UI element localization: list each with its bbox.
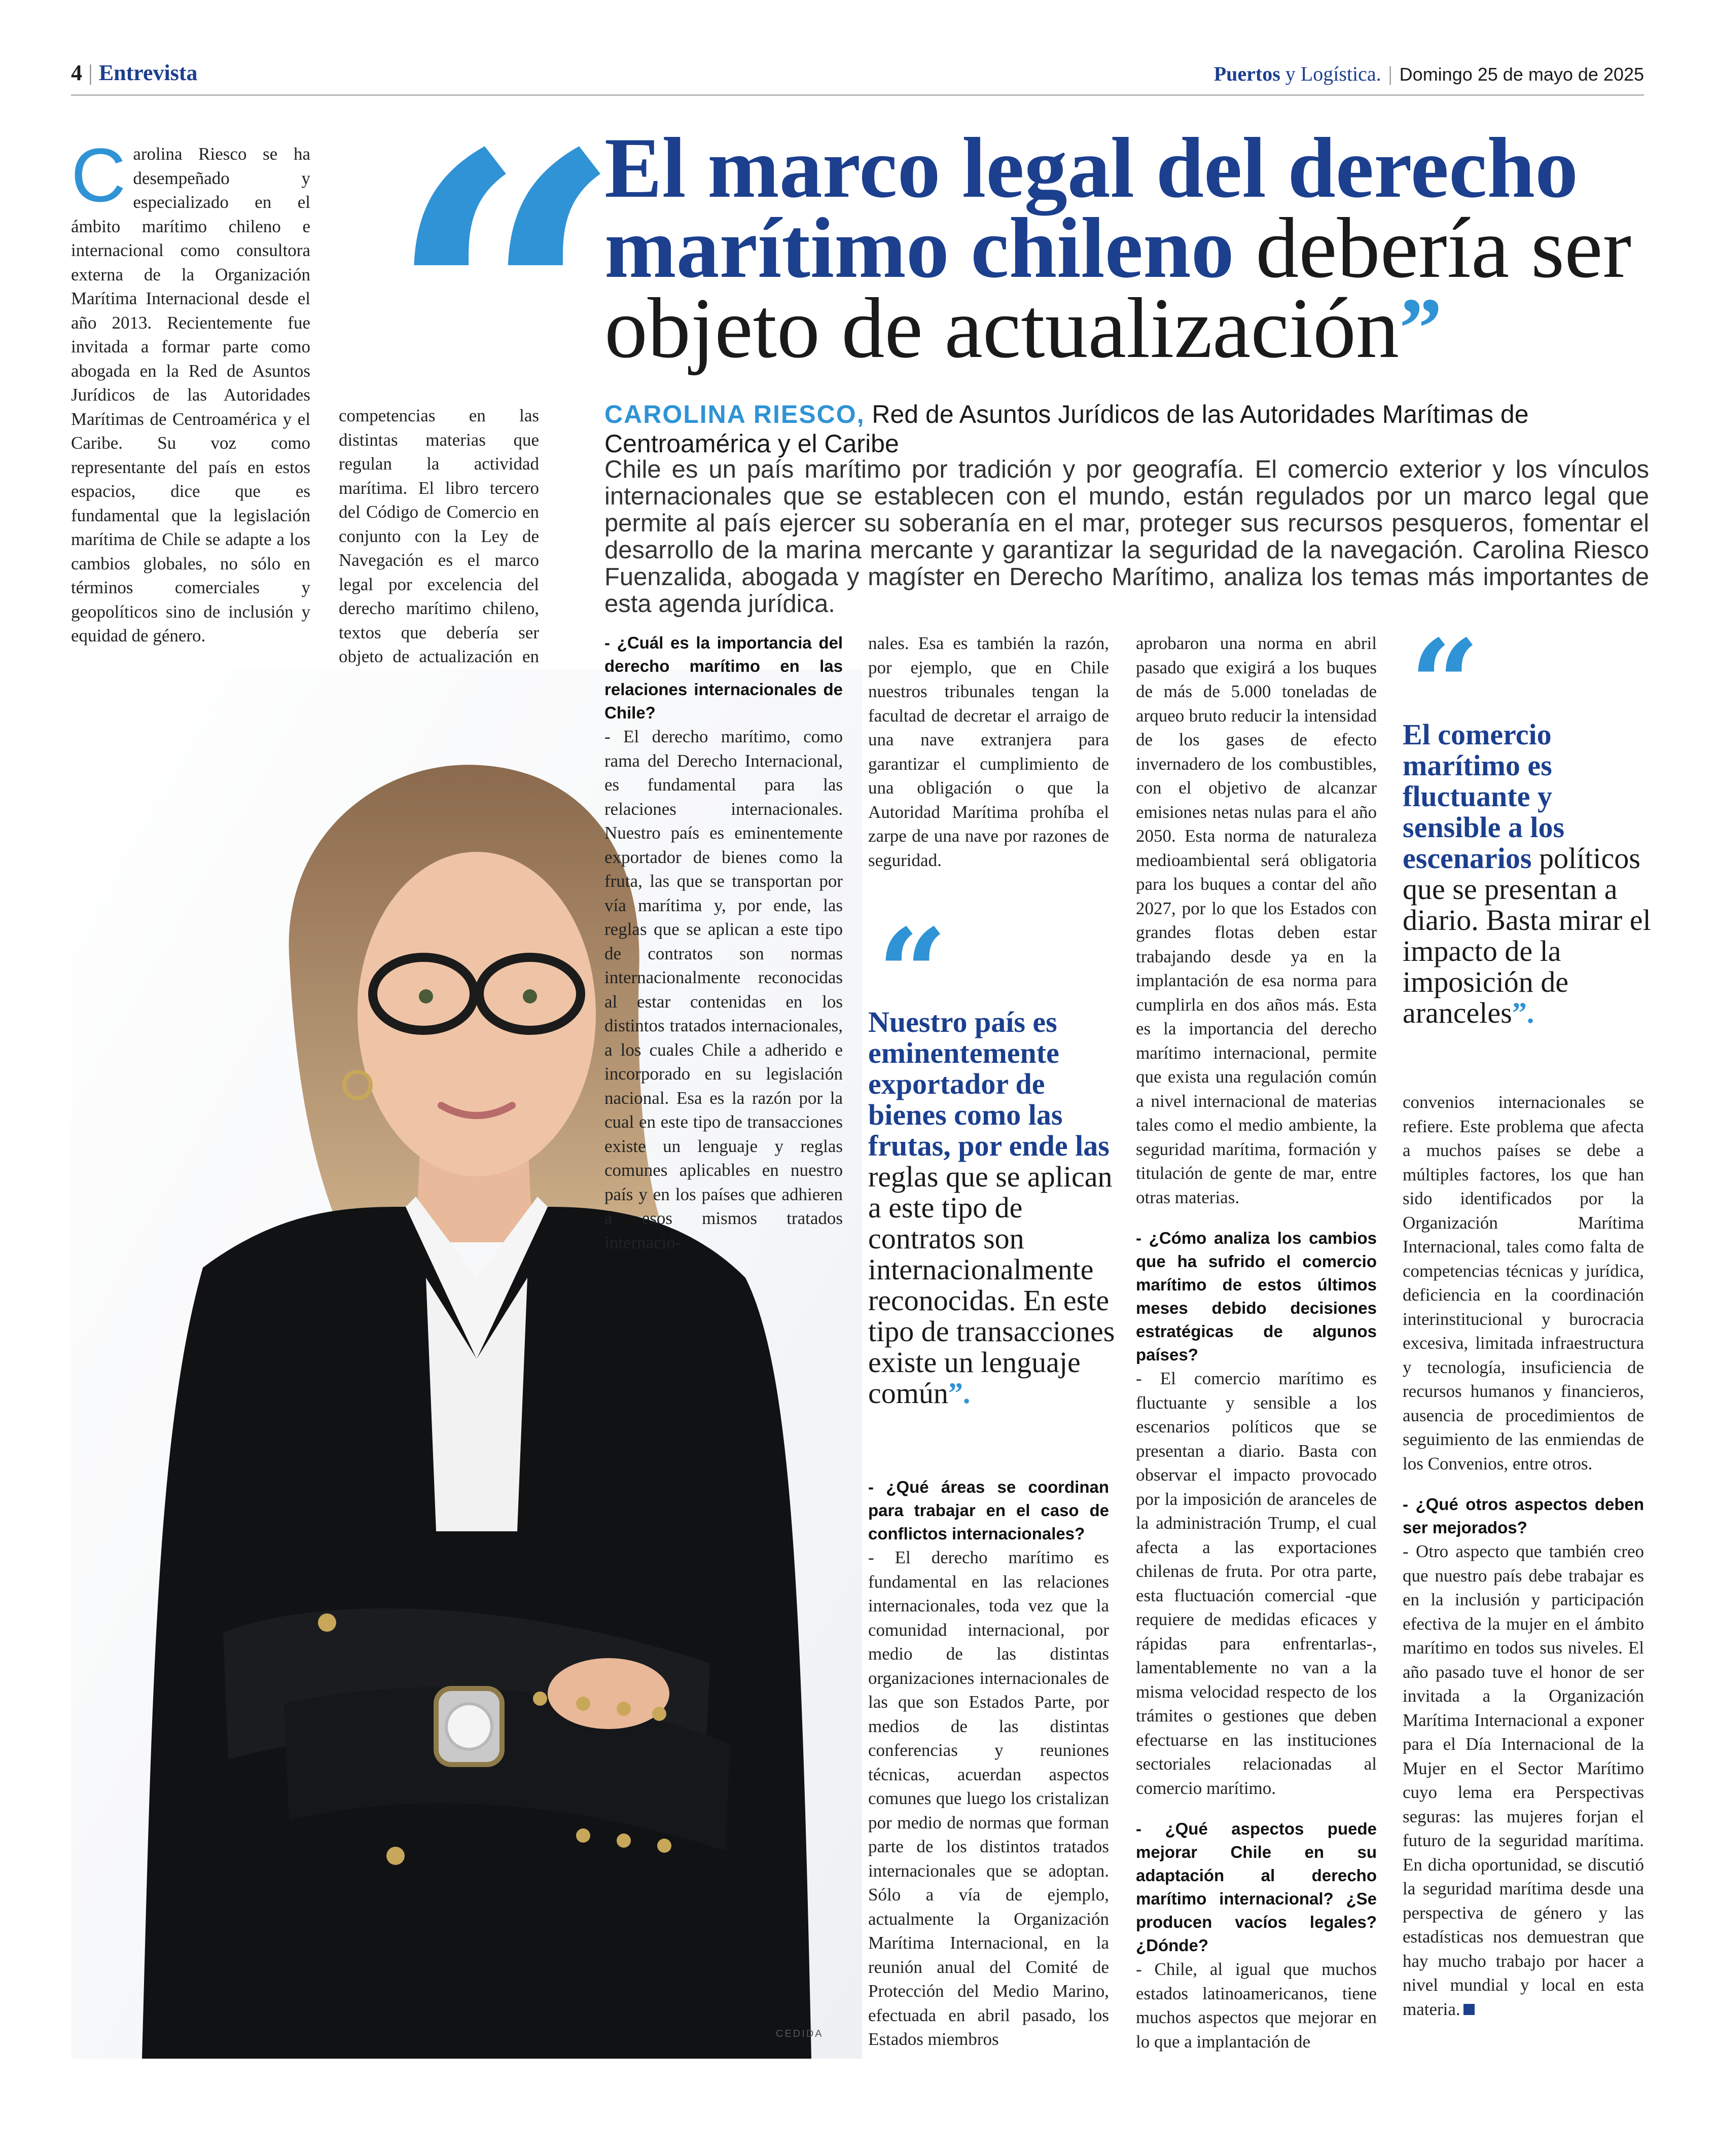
pullquote-1-quote-icon: [877, 913, 947, 974]
pullquote-2-normal: políticos que se presentan a diario. Basta mirar el impacto de la imposición de aranceles: [1403, 842, 1651, 1029]
question-3: - ¿Qué áreas se coordinan para trabajar en el caso de conflictos internacionales?: [868, 1478, 1109, 1543]
answer-2-part-b: nales. Esa es también la razón, por ejemplo, que en Chile nuestros tribunales tengan la facultad de decretar el arraigo de una nave extranjera para garantizar el cumplimiento de una obligación o que la Autoridad Marítima prohíba el zarpe de una nave por razones de seguridad.: [868, 633, 1109, 870]
end-of-article-icon: [1463, 2004, 1475, 2015]
page-header-left: [71, 60, 198, 86]
pullquote-2: [1403, 719, 1651, 1028]
question-2: - ¿Cuál es la importancia del derecho marítimo en las relaciones internacionales de Chile?: [604, 633, 843, 722]
section-label: Entrevista: [98, 60, 198, 85]
answer-3-part-a: - El derecho marítimo es fundamental en las relaciones internacionales, toda vez que la comunidad internacional, por medio de las distintas organizaciones internacionales de las que son Estados Parte, por medios de las distintas conferencias y reuniones técnicas, acuerdan aspectos comunes que luego los cristalizan por medio de normas que forman parte de los distintos tratados internacionales que se adoptan. Sólo a vía de ejemplo, actualmente la Organización Marítima Internacional, en la reunión anual del Comité de Protección del Medio Marino, efectuada en abril pasado, los Estados miembros: [868, 1548, 1109, 2049]
question-6: - ¿Qué otros aspectos deben ser mejorados?: [1403, 1495, 1644, 1537]
headline-bold-line1: El marco legal del derecho: [604, 120, 1579, 215]
column-4-top: [868, 631, 1109, 872]
pullquote-1-normal: reglas que se aplican a este tipo de contratos son internacionalmente reconocidas. En este tipo de transacciones existe un lenguaje común: [868, 1160, 1115, 1410]
intro-paragraph: [71, 132, 310, 648]
page-number: 4: [71, 60, 82, 85]
issue-date: Domingo 25 de mayo de 2025: [1399, 64, 1644, 85]
column-3: [604, 631, 843, 1254]
byline-role: Red de Asuntos Jurídicos de las Autoridades Marítimas de Centroamérica y el Caribe: [604, 400, 1529, 458]
publication-name: Puertos: [1213, 62, 1280, 85]
headline-closing-quote: ”: [1399, 280, 1443, 376]
column-6: [1403, 1090, 1644, 2021]
pullquote-2-bold: El comercio marítimo es fluctuante y sensible a los escenarios: [1403, 718, 1565, 875]
header-divider: |: [88, 60, 93, 85]
intro-text: arolina Riesco se ha desempeñado y especializado en el ámbito marítimo chileno e internacional como consultora externa de la Organización Marítima Internacional desde el año 2013. Recientemente fue invitada a formar parte como abogada en la Red de Asuntos Jurídicos de las Autoridades Marítimas de Centroamérica y el Caribe. Su voz como representante del país en estos espacios, dice que es fundamental que la legislación marítima de Chile se adapte a los cambios globales, no sólo en términos comerciales y geopolíticos sino de inclusión y equidad de género.: [71, 144, 310, 645]
pullquote-1: [868, 1007, 1117, 1409]
answer-4: - El comercio marítimo es fluctuante y sensible a los escenarios políticos que se presentan a diario. Basta con observar el impacto provocado por la imposición de aranceles de la administración Trump, el cual afecta a las exportaciones chilenas de fruta. Por otra parte, esta fluctuación comercial -que requiere de medidas eficaces y rápidas para enfrentarlas-, lamentablemente no van a la misma velocidad respecto de los trámites o gestiones que deben efectuarse en las instituciones sectoriales relacionadas al comercio marítimo.: [1136, 1369, 1377, 1798]
question-4: - ¿Cómo analiza los cambios que ha sufrido el comercio marítimo de estos últimos meses debido decisiones estratégicas de algunos países?: [1136, 1229, 1377, 1364]
question-5: - ¿Qué aspectos puede mejorar Chile en su adaptación al derecho marítimo internacional? ¿Se producen vacíos legales? ¿Dónde?: [1136, 1819, 1377, 1955]
column-4-lower: [868, 1476, 1109, 2052]
header-rule: [71, 94, 1644, 96]
pullquote-2-closing: ”.: [1512, 996, 1534, 1029]
page-header-right: [1214, 62, 1644, 86]
answer-3-part-b: aprobaron una norma en abril pasado que exigirá a los buques de más de 5.000 toneladas de arqueo bruto reducir la intensidad de los gases de efecto invernadero de los combustibles, con el objetivo de alcanzar emisiones netas nulas para el año 2050. Esta norma de naturaleza medioambiental será obligatoria para los buques a contar del año 2027, por lo que los Estados con grandes flotas deben estar trabajando desde ya en la implantación de esa norma para cumplirla en dos años más. Esta es la importancia del derecho marítimo internacional, permite que exista una regulación común a nivel internacional de materias tales como el medio ambiente, la seguridad marítima, formación y titulación de gente de mar, entre otras materias.: [1136, 633, 1377, 1207]
headline-bold-line2: marítimo chileno: [604, 200, 1234, 296]
pullquote-1-closing: ”.: [948, 1377, 971, 1410]
answer-1-part-b: competencias en las distintas materias que regulan la actividad marítima. El libro tercero del Código de Comercio en conjunto con la Ley de Navegación es el marco legal por excelencia del derecho marítimo chileno, textos que debería ser objeto de actualización en: [339, 406, 539, 666]
answer-6-wrapper: [1403, 1539, 1644, 2021]
headline-normal: debería ser objeto de actualización: [604, 200, 1632, 376]
opening-quote-icon: [385, 101, 604, 325]
photo-credit: CEDIDA: [776, 2028, 824, 2039]
drop-cap: C: [71, 132, 126, 218]
answer-5-part-b: convenios internacionales se refiere. Este problema que afecta a muchos países se debe a múltiples factores, los que han sido identificados por la Organización Marítima Internacional, tales como falta de competencias técnicas y jurídica, deficiencia en la coordinación interinstitucional y burocracia excesiva, limitada infraestructura y tecnología, insuficiencia de recursos humanos y financieros, ausencia de procedimientos de seguimiento de las enmiendas de los Convenios, entre otros.: [1403, 1092, 1644, 1474]
pullquote-1-bold: Nuestro país es eminentemente exportador de bienes como las frutas, por ende las: [868, 1005, 1110, 1162]
header-divider: |: [1388, 62, 1392, 85]
byline: [604, 400, 1654, 458]
answer-2-part-a: - El derecho marítimo, como rama del Derecho Internacional, es fundamental para las relaciones internacionales. Nuestro país es eminentemente exportador de bienes como la fruta, las que se transportan por vía marítima y, por ende, las reglas que se aplican a este tipo de contratos son normas internacionalmente reconocidas al estar contenidas en los distintos tratados internacionales, a los cuales Chile a adherido e incorporado en su legislación nacional. Esa es la razón por la cual en este tipo de transacciones existe un lenguaje y reglas comunes aplicables en nuestro país y en los países que adhieren a esos mismos tratados internacio-: [604, 727, 843, 1252]
publication-name-suffix: y Logística.: [1285, 62, 1381, 85]
headline: [604, 120, 1654, 376]
lead-paragraph: Chile es un país marítimo por tradición y por geografía. El comercio exterior y los vínculos internacionales que se establecen con el mundo, están regulados por un marco legal que permite al país ejercer su soberanía en el mar, proteger sus recursos pesqueros, fomentar el desarrollo de la marina mercante y garantizar la seguridad de la navegación. Carolina Riesco Fuenzalida, abogada y magíster en Derecho Marítimo, analiza los temas más importantes de esta agenda jurídica.: [604, 456, 1649, 618]
answer-5-part-a: - Chile, al igual que muchos estados latinoamericanos, tiene muchos aspectos que mejorar en lo que a implantación de: [1136, 1959, 1377, 2052]
answer-6: - Otro aspecto que también creo que nuestro país debe trabajar es en la inclusión y participación efectiva de la mujer en el ámbito marítimo en todos sus niveles. El año pasado tuve el honor de ser invitada a la Organización Marítima Internacional a exponer para el Día Internacional de la Mujer en el Sector Marítimo cuyo lema era Perspectivas seguras: las mujeres forjan el futuro de la seguridad marítima. En dicha oportunidad, se discutió la seguridad marítima desde una perspectiva de género y las estadísticas nos demuestran que hay mucho trabajo por hacer a nivel mundial y local en esta materia.: [1403, 1541, 1644, 2019]
pullquote-2-quote-icon: [1410, 624, 1480, 685]
column-5: [1136, 631, 1377, 2054]
byline-name: CAROLINA RIESCO,: [604, 400, 865, 428]
